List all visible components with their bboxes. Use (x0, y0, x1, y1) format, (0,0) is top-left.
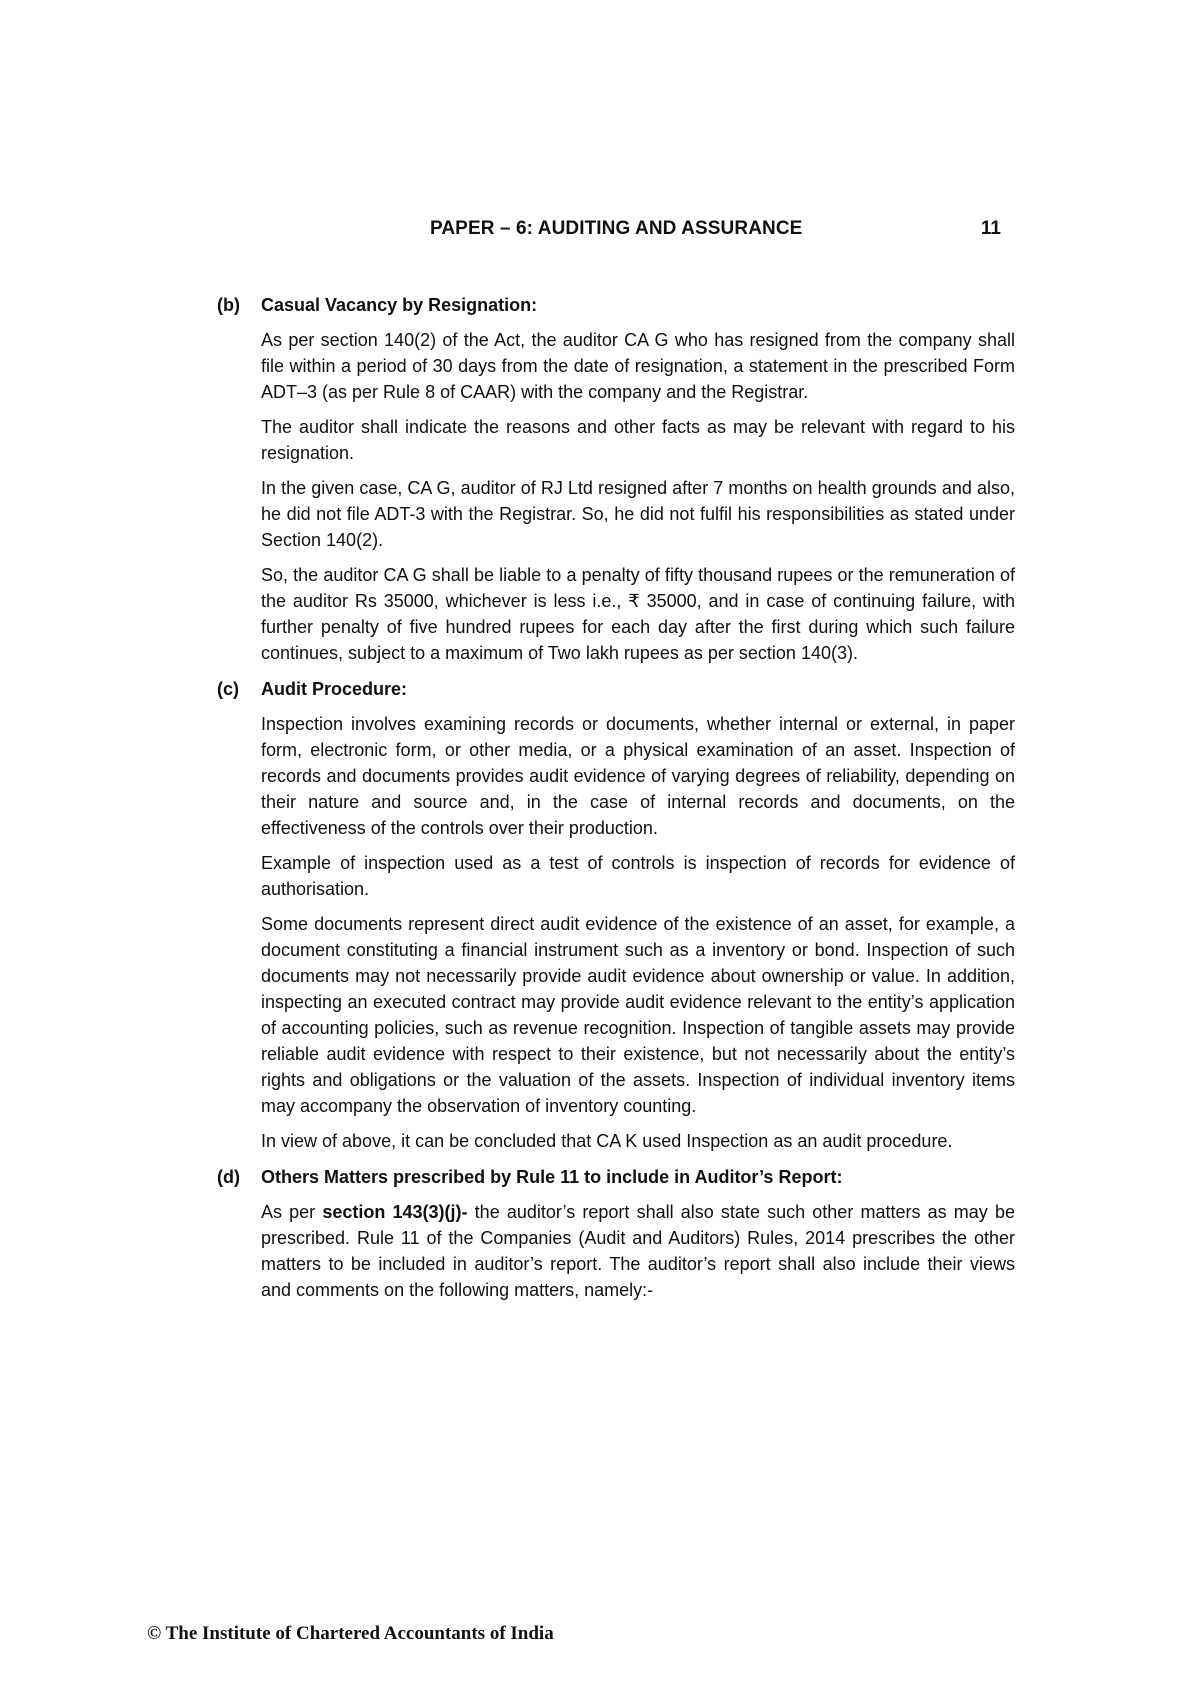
document-body (217, 292, 1015, 1313)
section-title: Audit Procedure: (261, 679, 408, 699)
section-title: Casual Vacancy by Resignation: (261, 295, 538, 315)
section-letter: (c) (217, 679, 239, 699)
page-title: PAPER – 6: AUDITING AND ASSURANCE (430, 218, 803, 239)
section-heading (217, 676, 1015, 702)
paragraph: In view of above, it can be concluded that CA K used Inspection as an audit procedure. (261, 1131, 953, 1151)
paragraph: So, the auditor CA G shall be liable to a penalty of fifty thousand rupees or the remuneration of the auditor Rs 35000, whichever is less i.e., ₹ 35000, and in case of continuing failure, with further penalty of five hundred rupees for each day after the first during which such failure continues, subject to a maximum of Two lakh rupees as per section 140(3). (261, 565, 1015, 663)
section-letter: (b) (217, 295, 240, 315)
section-reference: section 143(3)(j)- (322, 1202, 468, 1222)
page-header (0, 218, 1191, 246)
section-heading (217, 292, 1015, 318)
paragraph: In the given case, CA G, auditor of RJ Ltd resigned after 7 months on health grounds and also, he did not file ADT-3 with the Registrar. So, he did not fulfil his responsibilities as stated under Section 140(2). (261, 478, 1015, 550)
lead-text: the auditor’s report shall also state such other matters as may be prescribed. Rule 11 of the Companies (Audit and Auditors) Rules, 2014 prescribes the other matters to be included in auditor’s report. The auditor’s report shall also include their views and comments on the following matters, namely:- (261, 1202, 1015, 1300)
section-b (217, 292, 1015, 666)
paragraph (261, 1199, 1015, 1303)
section-d (217, 1164, 1015, 1303)
paragraph: Example of inspection used as a test of controls is inspection of records for evidence of authorisation. (261, 853, 1015, 899)
section-heading (217, 1164, 1015, 1190)
paragraph: Inspection involves examining records or documents, whether internal or external, in paper form, electronic form, or other media, or a physical examination of an asset. Inspection of records and documents provides audit evidence of varying degrees of reliability, depending on their nature and source and, in the case of internal records and documents, on the effectiveness of the controls over their production. (261, 714, 1015, 838)
section-c (217, 676, 1015, 1154)
lead-prefix: As per (261, 1202, 323, 1222)
paragraph: The auditor shall indicate the reasons and other facts as may be relevant with regard to his resignation. (261, 417, 1015, 463)
paragraph: Some documents represent direct audit evidence of the existence of an asset, for example, a document constituting a financial instrument such as a inventory or bond. Inspection of such documents may not necessarily provide audit evidence about ownership or value. In addition, inspecting an executed contract may provide audit evidence relevant to the entity’s application of accounting policies, such as revenue recognition. Inspection of tangible assets may provide reliable audit evidence with respect to their existence, but not necessarily about the entity’s rights and obligations or the valuation of the assets. Inspection of individual inventory items may accompany the observation of inventory counting. (261, 914, 1015, 1116)
page-number: 11 (980, 218, 1001, 239)
section-title: Others Matters prescribed by Rule 11 to include in Auditor’s Report: (261, 1167, 843, 1187)
paragraph: As per section 140(2) of the Act, the auditor CA G who has resigned from the company shall file within a period of 30 days from the date of resignation, a statement in the prescribed Form ADT–3 (as per Rule 8 of CAAR) with the company and the Registrar. (261, 330, 1015, 402)
copyright-footer: © The Institute of Chartered Accountants of India (147, 1623, 554, 1644)
section-letter: (d) (217, 1167, 240, 1187)
